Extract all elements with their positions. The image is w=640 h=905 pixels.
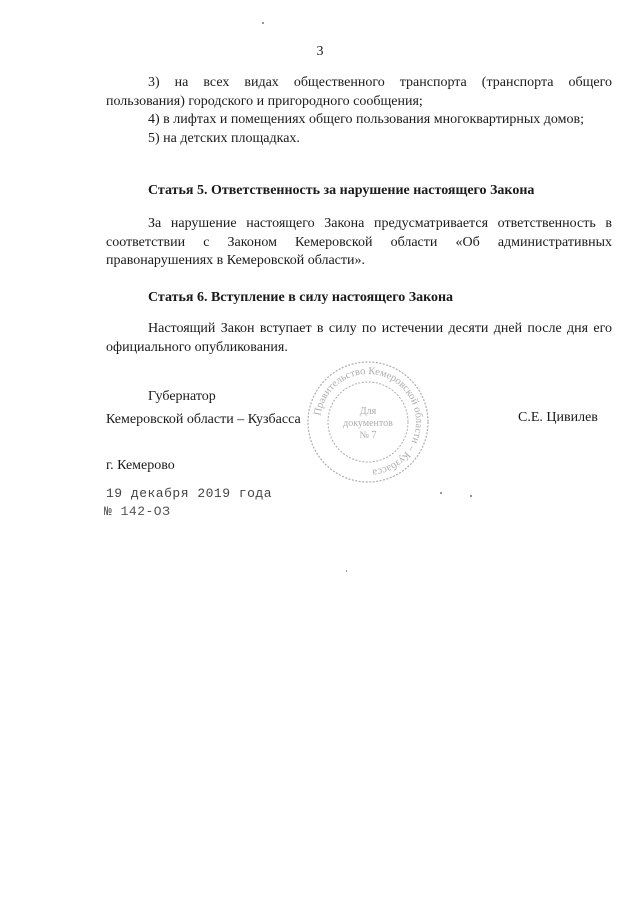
list-section <box>106 74 612 148</box>
scan-speck <box>262 22 264 24</box>
article-6-body <box>106 320 612 357</box>
scan-speck <box>440 492 442 494</box>
signatory-title-line2: Кемеровской области – Кузбасса <box>106 411 301 427</box>
city-line: г. Кемерово <box>106 458 175 473</box>
seal-inner-line1: Для <box>359 406 377 417</box>
official-seal <box>306 360 430 484</box>
seal-inner-line2: документов <box>343 418 393 429</box>
list-item-5: 5) на детских площадках. <box>148 130 300 146</box>
scan-speck <box>470 495 472 497</box>
article-5-body <box>106 215 612 271</box>
list-item-4: 4) в лифтах и помещениях общего пользования многоквартирных домов; <box>148 112 584 127</box>
seal-inner-line3: № 7 <box>359 430 377 441</box>
signatory-name: С.Е. Цивилев <box>518 410 598 425</box>
list-item-3: 3) на всех видах общественного транспорта (транспорта общего пользования) городского и пригородного сообщения; <box>106 75 612 109</box>
scan-speck <box>346 570 347 572</box>
article-5-text: За нарушение настоящего Закона предусматривается ответственность в соответствии с Законом Кемеровской области «Об административных правонарушениях в Кемеровской области». <box>106 216 612 268</box>
article-6-heading: Статья 6. Вступление в силу настоящего Закона <box>148 290 454 305</box>
signatory-title-line1: Губернатор <box>148 389 216 404</box>
article-6-text: Настоящий Закон вступает в силу по истечении десяти дней после дня его официального опубликования. <box>106 321 612 355</box>
law-number-stamp: № 142-ОЗ <box>104 504 171 519</box>
article-5-heading: Статья 5. Ответственность за нарушение настоящего Закона <box>148 183 535 198</box>
seal-outer-text: Правительство Кемеровской области – Кузбасса <box>312 365 425 478</box>
page-number: 3 <box>316 44 324 59</box>
law-date-stamp: 19 декабря 2019 года <box>106 486 273 501</box>
signatory-title <box>106 388 301 429</box>
